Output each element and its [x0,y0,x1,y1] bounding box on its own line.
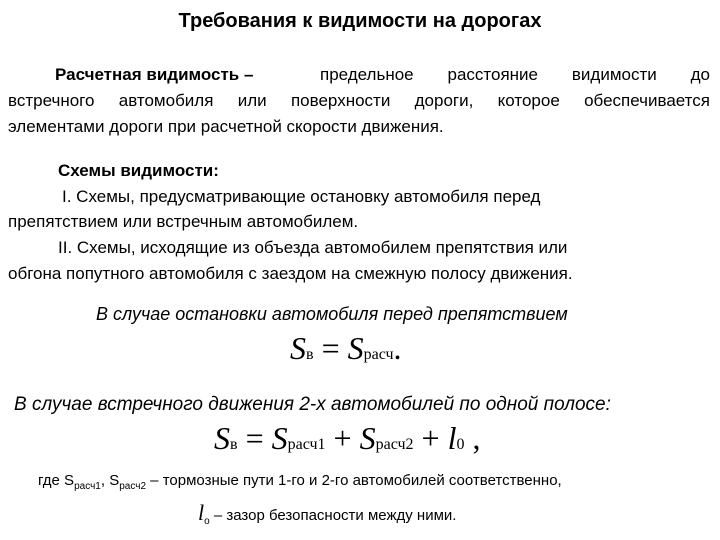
definition-line-2: встречного автомобиля или поверхности дороги, которое обеспечивается [8,91,710,110]
case-2-caption: В случае встречного движения 2-х автомобилей по одной полосе: [14,394,611,415]
legend-line-1: где $S_{расч1}$, $S_{расч2}$ – тормозные пути 1-го и 2-го автомобилей соответственно, [38,472,562,492]
schemes-heading: Схемы видимости: [58,161,219,180]
scheme-1-line-1: I. Схемы, предусматривающие остановку автомобиля перед [62,187,541,206]
scheme-2-line-2: обгона попутного автомобиля с заездом на смежную полосу движения. [8,264,573,283]
formula-1: Sв = Sрасч. [290,330,402,366]
page-title: Требования к видимости на дорогах [178,10,542,32]
definition-line-3: элементами дороги при расчетной скорости движения. [8,117,444,136]
formula-2: Sв = Sрасч1 + Sрасч2 + l0 , [214,420,481,456]
scheme-1-line-2: препятствием или встречным автомобилем. [8,212,359,231]
legend-line-2: $l_о$ – зазор безопасности между ними. [198,500,457,527]
scheme-2-line-1: II. Схемы, исходящие из объезда автомобилем препятствия или [58,238,568,257]
definition-line-1-rest: предельное расстояние видимости до [320,65,710,84]
definition-term: Расчетная видимость – [55,65,254,84]
definition-line-1 [55,62,253,87]
case-1-caption: В случае остановки автомобиля перед препятствием [96,304,568,324]
